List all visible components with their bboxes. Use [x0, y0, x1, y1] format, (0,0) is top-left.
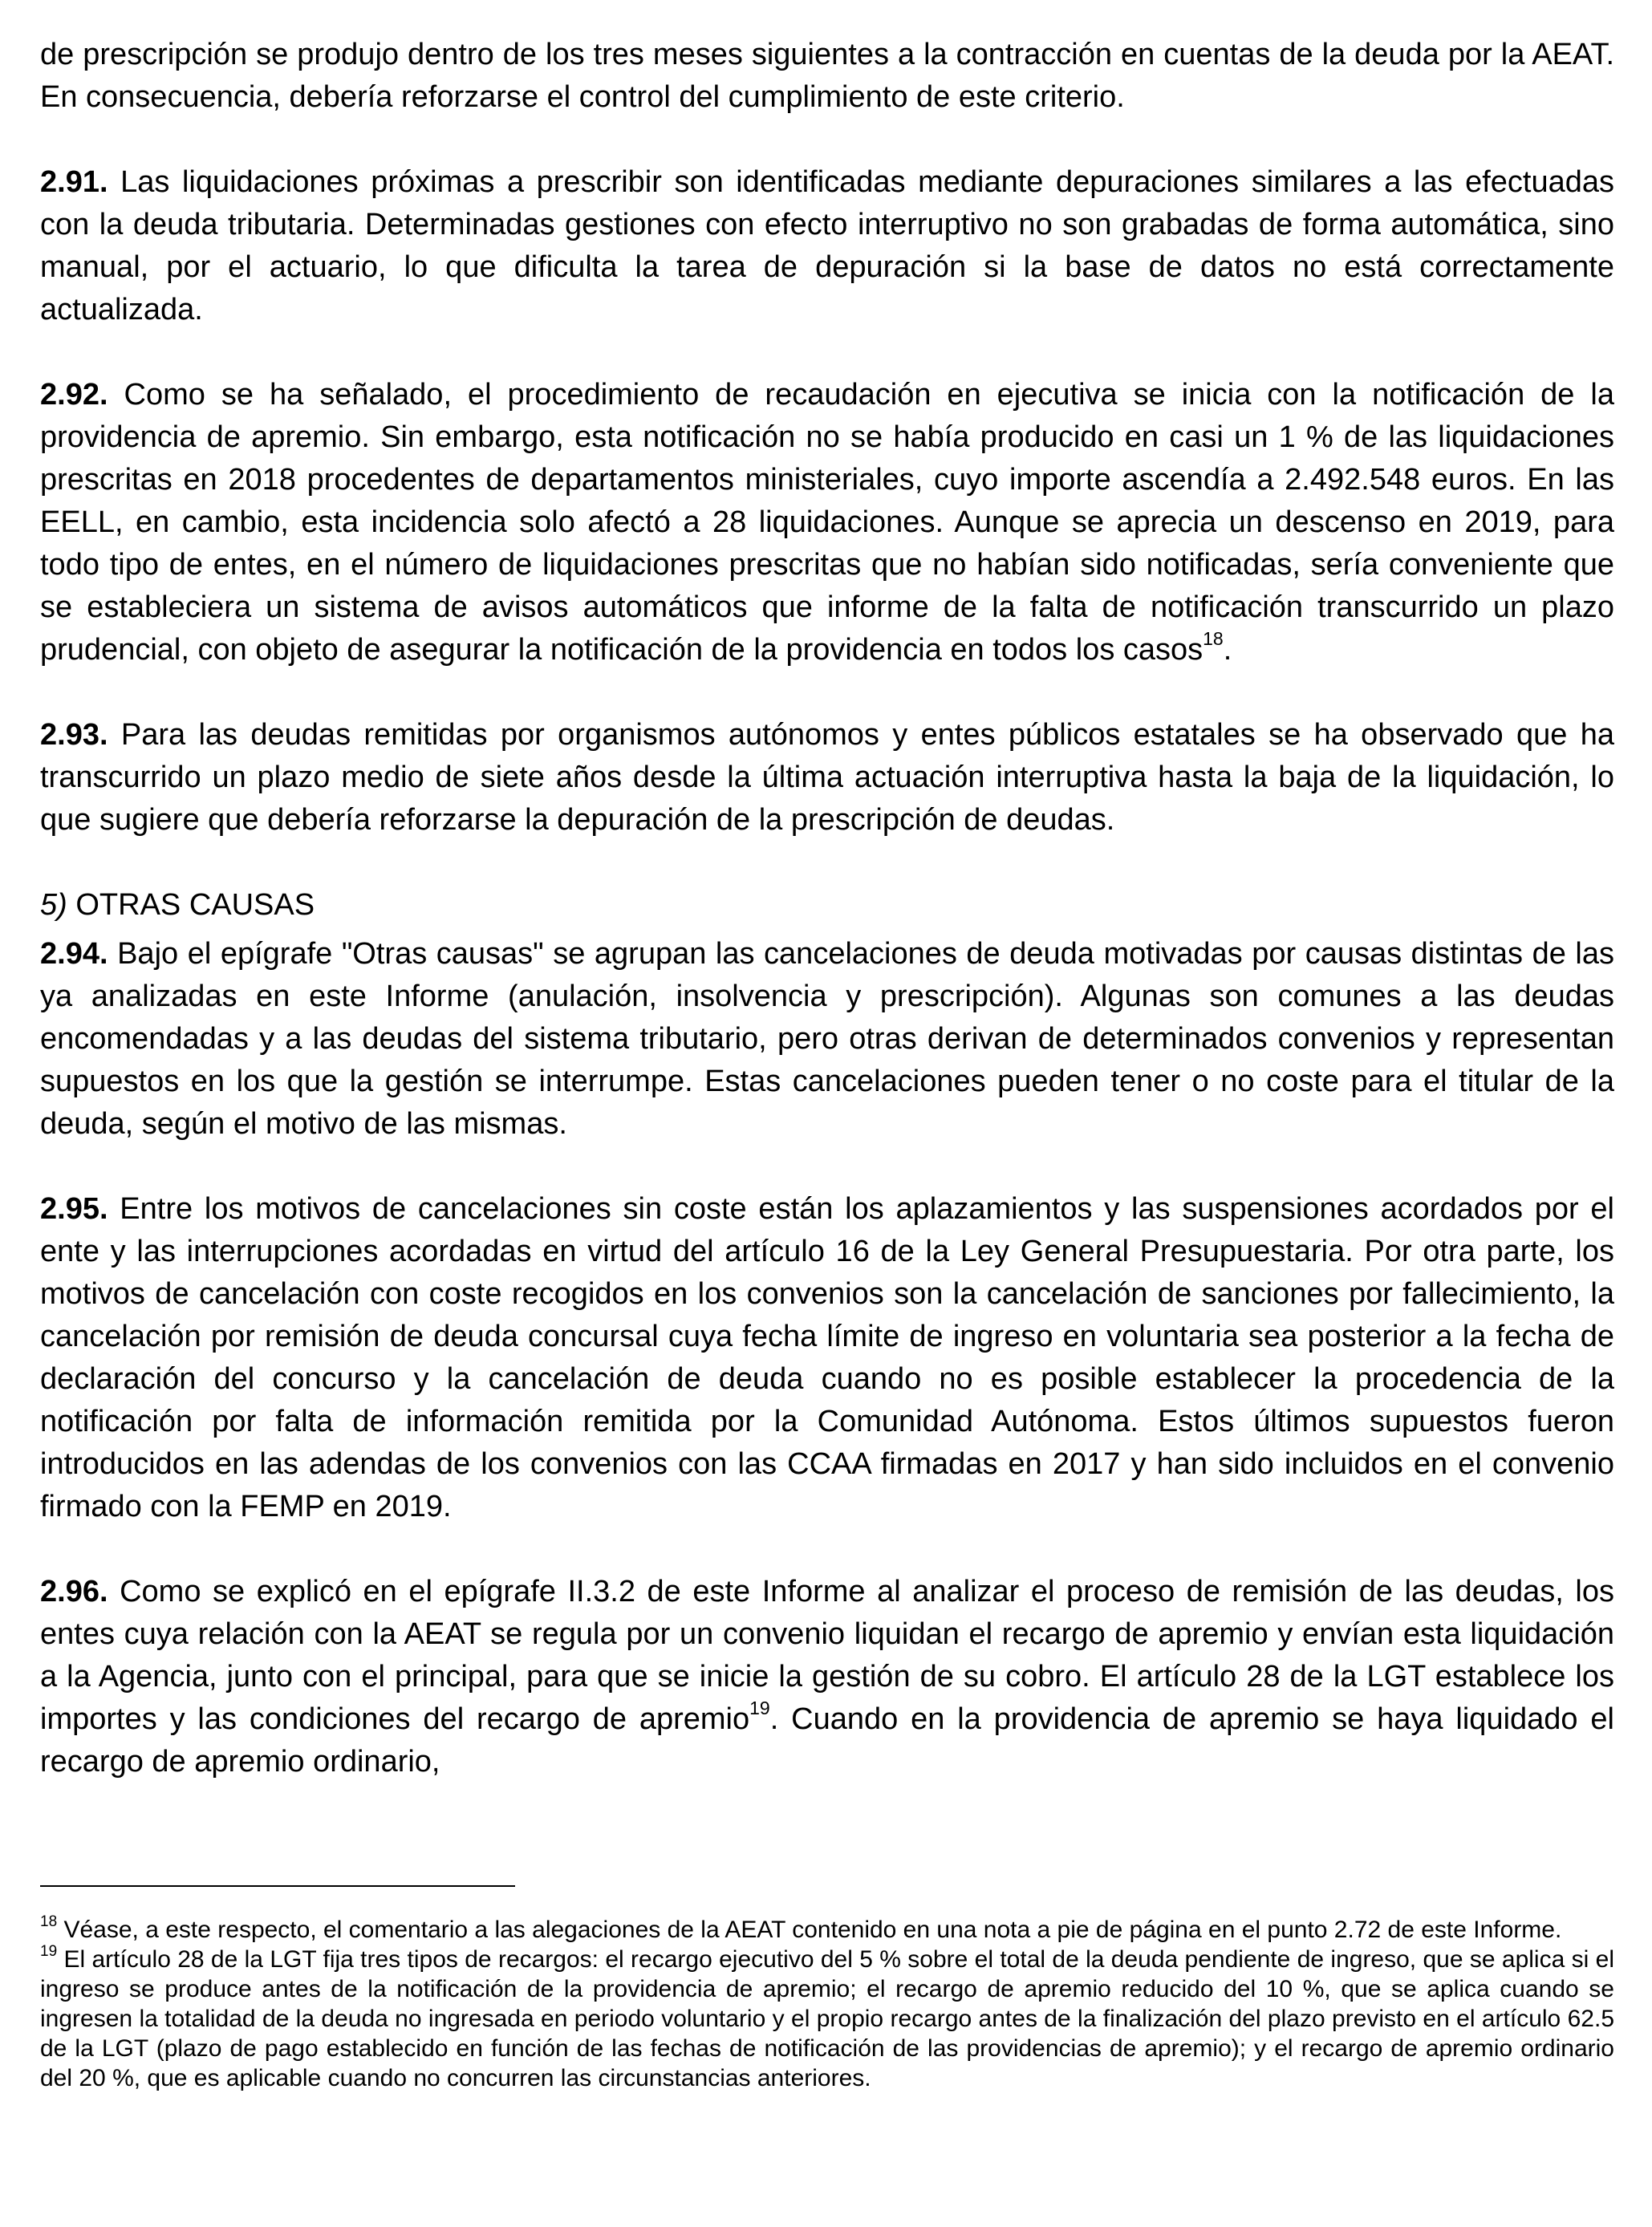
paragraph-text: Bajo el epígrafe "Otras causas" se agrupan las cancelaciones de deuda motivadas por causas distintas de las ya analizadas en este Informe (anulación, insolvencia y prescripción). Algunas son comunes a las deudas encomendadas y a las deudas del sistema tributario, pero otras derivan de determinados convenios y representan supuestos en los que la gestión se interrumpe. Estas cancelaciones pueden tener o no coste para el titular de la deuda, según el motivo de las mismas. — [40, 937, 1614, 1141]
paragraph-2-96 — [40, 1571, 1614, 1783]
paragraph-text: Para las deudas remitidas por organismos autónomos y entes públicos estatales se ha observado que ha transcurrido un plazo medio de siete años desde la última actuación interruptiva hasta la baja de la liquidación, lo que sugiere que debería reforzarse la depuración de la prescripción de deudas. — [40, 718, 1614, 837]
paragraph-text: de prescripción se produjo dentro de los tres meses siguientes a la contracción en cuentas de la deuda por la AEAT. En consecuencia, debería reforzarse el control del cumplimiento de este criterio. — [40, 38, 1614, 114]
section-heading-otras-causas — [40, 884, 1614, 927]
paragraph-text: Como se ha señalado, el procedimiento de recaudación en ejecutiva se inicia con la notificación de la providencia de apremio. Sin embargo, esta notificación no se había producido en casi un 1 % de las liquidaciones prescritas en 2018 procedentes de departamentos ministeriales, cuyo importe ascendía a 2.492.548 euros. En las EELL, en cambio, esta incidencia solo afectó a 28 liquidaciones. Aunque se aprecia un descenso en 2019, para todo tipo de entes, en el número de liquidaciones prescritas que no habían sido notificadas, sería conveniente que se estableciera un sistema de avisos automáticos que informe de la falta de notificación transcurrido un plazo prudencial, con objeto de asegurar la notificación de la providencia en todos los casos — [40, 378, 1614, 667]
section-title: OTRAS CAUSAS — [67, 888, 315, 922]
paragraph-2-91 — [40, 161, 1614, 331]
paragraph-2-95 — [40, 1188, 1614, 1528]
footnotes-section — [40, 1915, 1614, 2093]
footnote-text: Véase, a este respecto, el comentario a las alegaciones de la AEAT contenido en una nota a pie de página en el punto 2.72 de este Informe. — [57, 1917, 1562, 1943]
paragraph-number: 2.91. — [40, 165, 108, 199]
footnote-number: 19 — [40, 1943, 58, 1960]
paragraph-text: Las liquidaciones próximas a prescribir son identificadas mediante depuraciones similares a las efectuadas con la deuda tributaria. Determinadas gestiones con efecto interruptivo no son grabadas de forma automática, sino manual, por el actuario, lo que dificulta la tarea de depuración si la base de datos no está correctamente actualizada. — [40, 165, 1614, 327]
paragraph-continuation — [40, 34, 1614, 119]
document-body — [40, 34, 1614, 1783]
footnote-reference-19[interactable]: 19 — [749, 1698, 770, 1719]
footnote-18 — [40, 1915, 1614, 1945]
footnote-text: El artículo 28 de la LGT fija tres tipos de recargos: el recargo ejecutivo del 5 % sobre el total de la deuda pendiente de ingreso, que se aplica si el ingreso se produce antes de la notificación de la providencia de apremio; el recargo de apremio reducido del 10 %, que se aplica cuando se ingresen la totalidad de la deuda no ingresada en periodo voluntario y el propio recargo antes de la finalización del plazo previsto en el artículo 62.5 de la LGT (plazo de pago establecido en función de las fechas de notificación de las providencias de apremio); y el recargo de apremio ordinario del 20 %, que es aplicable cuando no concurren las circunstancias anteriores. — [40, 1946, 1614, 2091]
footnote-separator — [40, 1885, 515, 1887]
section-enumerator: 5) — [40, 888, 67, 922]
paragraph-2-93 — [40, 714, 1614, 842]
paragraph-text-tail: . Cuando en la providencia de apremio se haya liquidado el recargo de apremio ordinario, — [40, 1702, 1614, 1779]
paragraph-text: Entre los motivos de cancelaciones sin coste están los aplazamientos y las suspensiones acordados por el ente y las interrupciones acordadas en virtud del artículo 16 de la Ley General Presupuestaria. Por otra parte, los motivos de cancelación con coste recogidos en los convenios son la cancelación de sanciones por fallecimiento, la cancelación por remisión de deuda concursal cuya fecha límite de ingreso en voluntaria sea posterior a la fecha de declaración del concurso y la cancelación de deuda cuando no es posible establecer la procedencia de la notificación por falta de información remitida por la Comunidad Autónoma. Estos últimos supuestos fueron introducidos en las adendas de los convenios con las CCAA firmadas en 2017 y han sido incluidos en el convenio firmado con la FEMP en 2019. — [40, 1192, 1614, 1523]
footnote-reference-18[interactable]: 18 — [1203, 628, 1224, 650]
paragraph-number: 2.93. — [40, 718, 108, 752]
paragraph-number: 2.94. — [40, 937, 108, 971]
paragraph-2-92 — [40, 374, 1614, 671]
footnote-19 — [40, 1945, 1614, 2093]
paragraph-number: 2.95. — [40, 1192, 108, 1226]
paragraph-2-94 — [40, 933, 1614, 1146]
paragraph-number: 2.92. — [40, 378, 108, 412]
paragraph-number: 2.96. — [40, 1575, 108, 1608]
paragraph-text-tail: . — [1223, 633, 1232, 667]
paragraph-text: Como se explicó en el epígrafe II.3.2 de este Informe al analizar el proceso de remisión de las deudas, los entes cuya relación con la AEAT se regula por un convenio liquidan el recargo de apremio y envían esta liquidación a la Agencia, junto con el principal, para que se inicie la gestión de su cobro. El artículo 28 de la LGT establece los importes y las condiciones del recargo de apremio — [40, 1575, 1614, 1736]
footnote-number: 18 — [40, 1913, 58, 1930]
